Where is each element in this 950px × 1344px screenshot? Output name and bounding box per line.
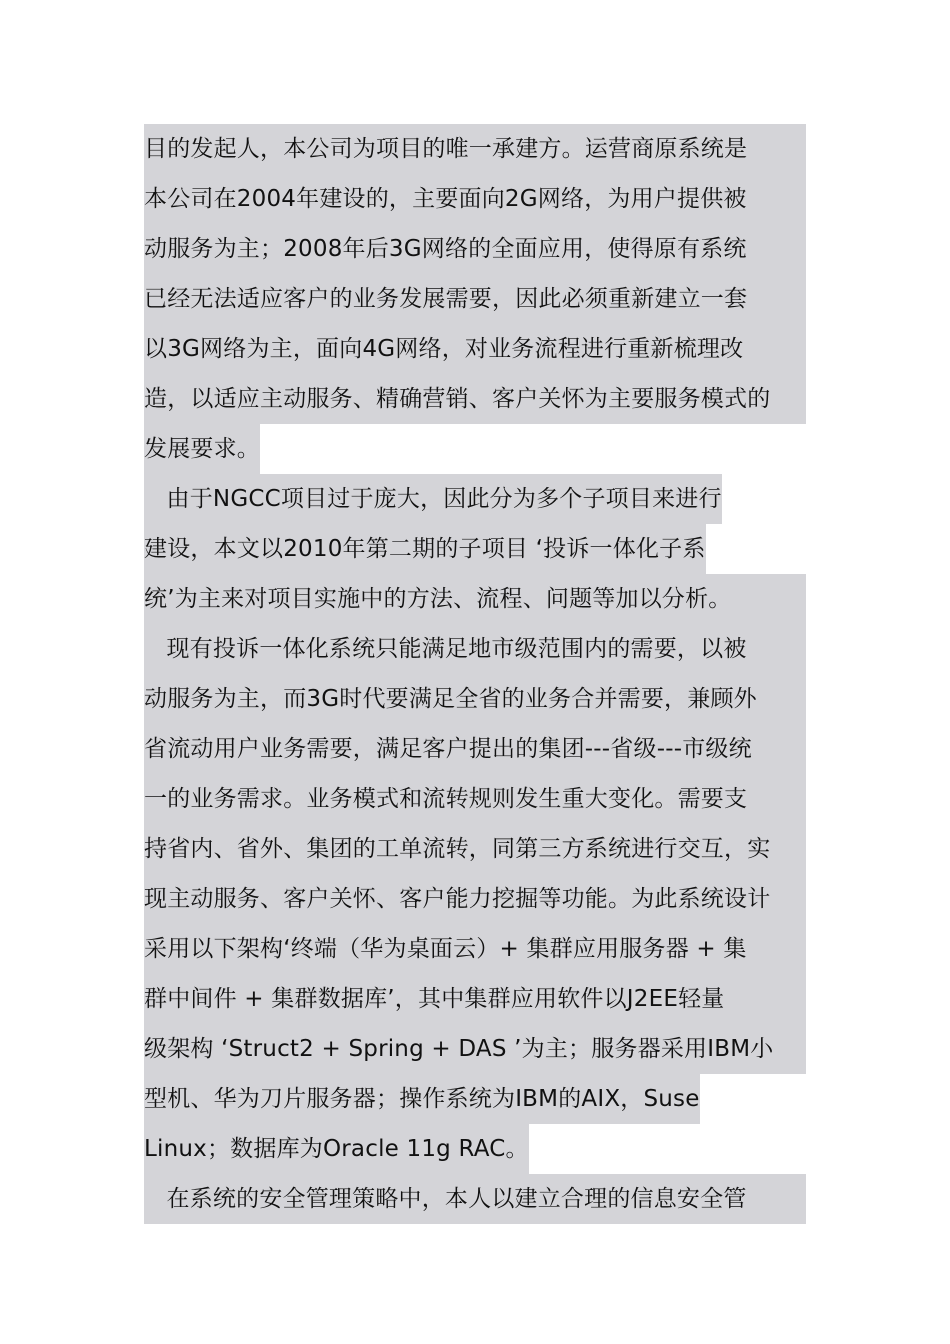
highlighted-text: 在系统的安全管理策略中，本人以建立合理的信息安全管 — [144, 1174, 806, 1224]
highlighted-text: 型机、华为刀片服务器；操作系统为IBM的AIX，Suse — [144, 1074, 700, 1124]
text-line — [144, 474, 806, 524]
highlighted-text: 现主动服务、客户关怀、客户能力挖掘等功能。为此系统设计 — [144, 874, 806, 924]
highlighted-text: 由于NGCC项目过于庞大，因此分为多个子项目来进行 — [144, 474, 722, 524]
highlighted-text: 本公司在2004年建设的，主要面向2G网络，为用户提供被 — [144, 174, 806, 224]
text-line — [144, 374, 806, 424]
text-line — [144, 1174, 806, 1224]
text-line — [144, 224, 806, 274]
highlighted-text: 以3G网络为主，面向4G网络，对业务流程进行重新梳理改 — [144, 324, 806, 374]
text-line — [144, 824, 806, 874]
highlighted-text: 造，以适应主动服务、精确营销、客户关怀为主要服务模式的 — [144, 374, 806, 424]
text-line — [144, 674, 806, 724]
document-text-block — [144, 124, 806, 1224]
text-line — [144, 324, 806, 374]
text-line — [144, 274, 806, 324]
highlighted-text: 群中间件 + 集群数据库’，其中集群应用软件以J2EE轻量 — [144, 974, 806, 1024]
highlighted-text: Linux；数据库为Oracle 11g RAC。 — [144, 1124, 529, 1174]
highlighted-text: 已经无法适应客户的业务发展需要，因此必须重新建立一套 — [144, 274, 806, 324]
text-line — [144, 574, 806, 624]
text-line — [144, 1124, 806, 1174]
highlighted-text: 动服务为主；2008年后3G网络的全面应用，使得原有系统 — [144, 224, 806, 274]
highlighted-text: 级架构 ‘Struct2 + Spring + DAS ’为主；服务器采用IBM小 — [144, 1024, 806, 1074]
highlighted-text: 省流动用户业务需要，满足客户提出的集团---省级---市级统 — [144, 724, 806, 774]
highlighted-text: 一的业务需求。业务模式和流转规则发生重大变化。需要支 — [144, 774, 806, 824]
text-line — [144, 724, 806, 774]
text-line — [144, 774, 806, 824]
highlighted-text: 建设，本文以2010年第二期的子项目 ‘投诉一体化子系 — [144, 524, 706, 574]
highlighted-text: 目的发起人，本公司为项目的唯一承建方。运营商原系统是 — [144, 124, 806, 174]
text-line — [144, 524, 806, 574]
text-line — [144, 1074, 806, 1124]
text-line — [144, 874, 806, 924]
text-line — [144, 624, 806, 674]
highlighted-text: 动服务为主，而3G时代要满足全省的业务合并需要，兼顾外 — [144, 674, 806, 724]
highlighted-text: 现有投诉一体化系统只能满足地市级范围内的需要，以被 — [144, 624, 806, 674]
highlighted-text: 统’为主来对项目实施中的方法、流程、问题等加以分析。 — [144, 574, 806, 624]
text-line — [144, 924, 806, 974]
highlighted-text: 持省内、省外、集团的工单流转，同第三方系统进行交互，实 — [144, 824, 806, 874]
text-line — [144, 974, 806, 1024]
highlighted-text: 采用以下架构‘终端（华为桌面云）+ 集群应用服务器 + 集 — [144, 924, 806, 974]
text-line — [144, 174, 806, 224]
text-line — [144, 424, 806, 474]
text-line — [144, 1024, 806, 1074]
highlighted-text: 发展要求。 — [144, 424, 260, 474]
text-line — [144, 124, 806, 174]
